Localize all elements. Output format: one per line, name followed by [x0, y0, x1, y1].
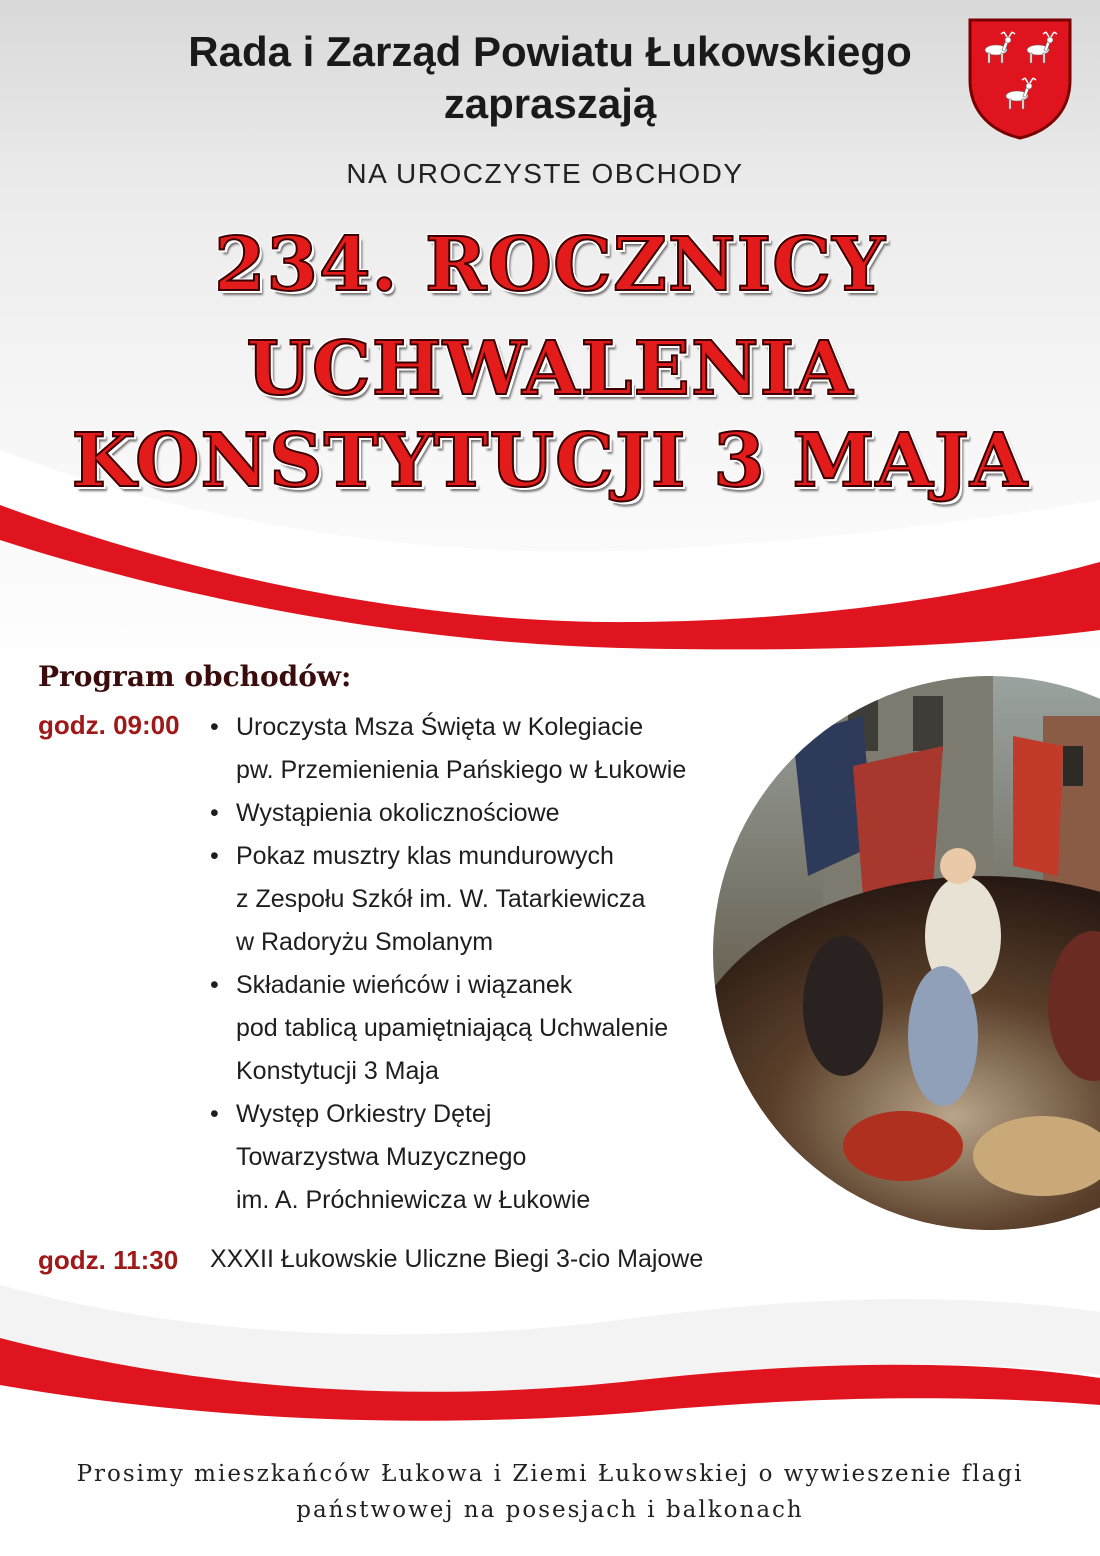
session-2-event: XXXII Łukowskie Uliczne Biegi 3-cio Majowe: [210, 1245, 704, 1273]
footer-line-2: państwowej na posesjach i balkonach: [296, 1497, 804, 1523]
program-item-text: w Radoryżu Smolanym: [236, 928, 494, 956]
program-item-list: [210, 706, 750, 1222]
program-item-text: Uroczysta Msza Święta w Kolegiacie: [236, 713, 644, 741]
main-title-line-2: UCHWALENIA: [246, 326, 854, 412]
organizer-invite: zapraszają: [443, 80, 657, 127]
coat-of-arms-icon: [966, 16, 1074, 142]
program-item-text: Składanie wieńców i wiązanek: [236, 971, 573, 999]
program-item-text: im. A. Próchniewicza w Łukowie: [236, 1186, 591, 1214]
program-item: [210, 706, 750, 792]
main-title-line-3: KONSTYTUCJI 3 MAJA: [71, 418, 1029, 504]
footer-note: [0, 1456, 1100, 1528]
bullet-icon: •: [210, 971, 219, 999]
event-subtitle: NA UROCZYSTE OBCHODY: [346, 158, 744, 189]
bullet-icon: •: [210, 713, 219, 741]
session-time-1: godz. 09:00: [38, 710, 180, 740]
program-item-text: Występ Orkiestry Dętej: [236, 1100, 492, 1128]
program-item-text: pod tablicą upamiętniającą Uchwalenie: [236, 1014, 669, 1042]
program-item-text: pw. Przemienienia Pańskiego w Łukowie: [236, 756, 687, 784]
bullet-icon: •: [210, 799, 219, 827]
program-item-text: Towarzystwa Muzycznego: [236, 1143, 527, 1171]
program-item: [210, 1093, 750, 1222]
program-item: [210, 835, 750, 964]
footer-line-1: Prosimy mieszkańców Łukowa i Ziemi Łukowskiej o wywieszenie flagi: [76, 1461, 1024, 1487]
program-item-text: z Zespołu Szkół im. W. Tatarkiewicza: [236, 885, 646, 913]
program-item: [210, 964, 750, 1093]
organizer-title: Rada i Zarząd Powiatu Łukowskiego: [188, 28, 912, 75]
session-time-2: godz. 11:30: [38, 1245, 179, 1275]
program-item: [210, 792, 750, 835]
program-item-text: Wystąpienia okolicznościowe: [236, 799, 560, 827]
program-heading: Program obchodów:: [38, 660, 352, 693]
program-item-text: Konstytucji 3 Maja: [236, 1057, 439, 1085]
program-item-text: Pokaz musztry klas mundurowych: [236, 842, 614, 870]
main-title-line-1: 234. ROCZNICY: [214, 222, 886, 308]
bullet-icon: •: [210, 1100, 219, 1128]
bullet-icon: •: [210, 842, 219, 870]
